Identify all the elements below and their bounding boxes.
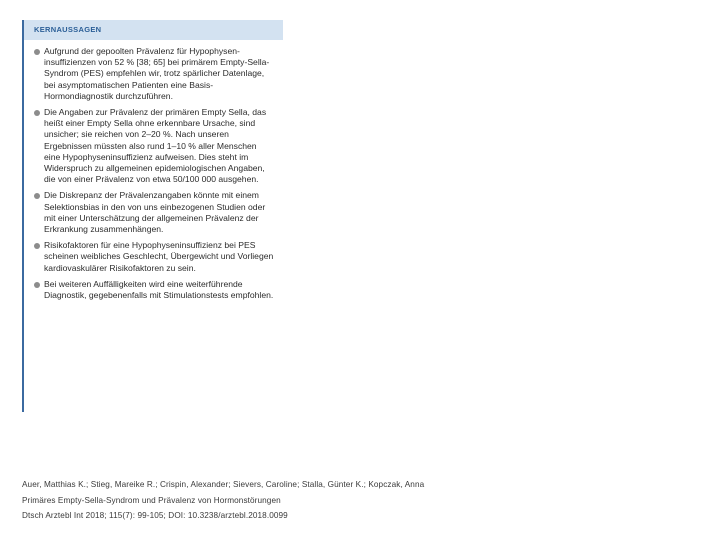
box-header: KERNAUSSAGEN [24,20,283,40]
list-item-text: Risikofaktoren für eine Hypophyseninsuffizienz bei PES scheinen weibliches Geschlecht, Übergewicht und Vorliegen kardiovaskulärer Risikofaktoren zu sein. [44,240,274,273]
bullet-icon [34,49,40,55]
list-item [34,279,275,301]
list-item-text: Die Diskrepanz der Prävalenzangaben könnte mit einem Selektionsbias in den von uns einbezogenen Studien oder mit einer Unterschätzung der allgemeinen Prävalenz der Erkrankung zusammenhängen. [44,190,266,235]
list-item-text: Aufgrund der gepoolten Prävalenz für Hypophysen-insuffizienzen von 52 % [38; 65] bei primärem Empty-Sella-Syndrom (PES) empfehlen wir, trotz spärlicher Datenlage, bei asymptomatischen Patienten eine Basis-Hormondiagnostik durchzuführen. [44,46,270,101]
list-item [34,240,275,274]
citation-journal: Dtsch Arztebl Int 2018; 115(7): 99-105; DOI: 10.3238/arztebl.2018.0099 [22,511,288,520]
bullet-icon [34,193,40,199]
citation-authors: Auer, Matthias K.; Stieg, Mareike R.; Crispin, Alexander; Sievers, Caroline; Stalla, Günter K.; Kopczak, Anna [22,480,425,489]
list-item [34,190,275,235]
bullet-icon [34,110,40,116]
key-messages-box [22,20,283,412]
list-item [34,107,275,185]
key-messages-list [24,40,283,301]
list-item [34,46,275,102]
citation [22,477,582,524]
list-item-text: Bei weiteren Auffälligkeiten wird eine weiterführende Diagnostik, gegebenenfalls mit Stimulationstests empfohlen. [44,278,274,301]
bullet-icon [34,243,40,249]
bullet-icon [34,282,40,288]
list-item-text: Die Angaben zur Prävalenz der primären Empty Sella, das heißt einer Empty Sella ohne erkennbare Ursache, sind unsicher; sie reichen von 2–20 %. Nach unseren Ergebnissen müssten also rund 1–10 % aller Menschen eine Hypophyseninsuffizienz aufweisen. Dies steht im Widerspruch zu allgemeinen epidemiologischen Angaben, die von einer Prävalenz von etwa 50/100 000 ausgehen. [44,107,267,185]
citation-title: Primäres Empty-Sella-Syndrom und Prävalenz von Hormonstörungen [22,495,281,505]
